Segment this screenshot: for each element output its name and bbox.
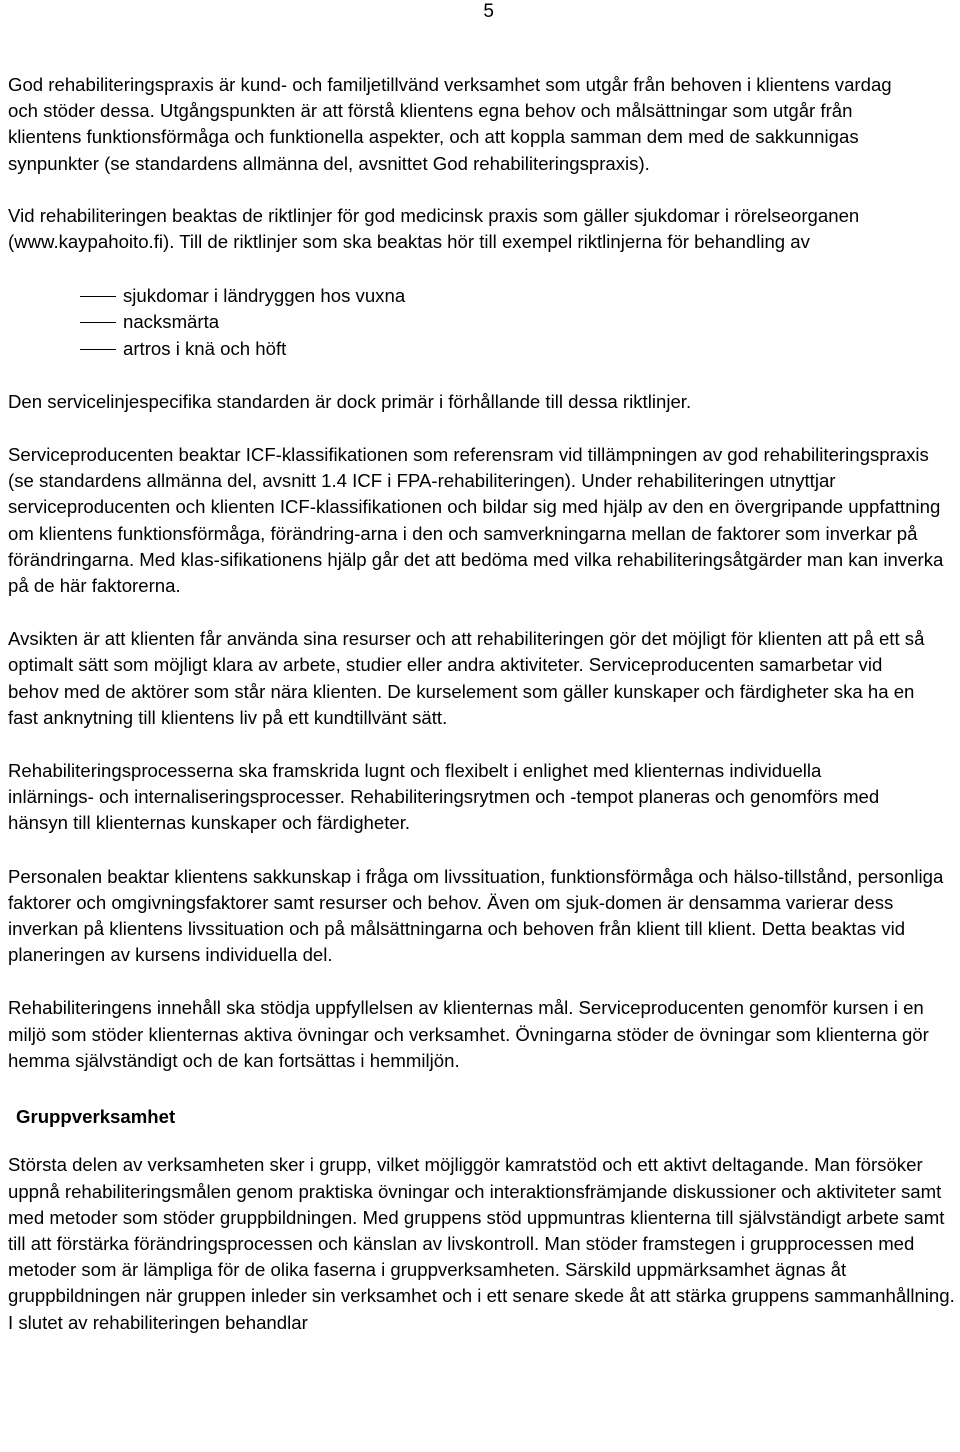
- list-item: sjukdomar i ländryggen hos vuxna: [8, 283, 956, 309]
- paragraph-guidelines: Vid rehabiliteringen beaktas de riktlinjer för god medicinsk praxis som gäller sjukdomar i rörelseorganen (www.kaypahoito.fi). Till de riktlinjer som ska beaktas hör till exempel riktlinjerna för behandling av: [8, 204, 860, 253]
- dash-bullet-icon: [80, 349, 116, 350]
- page-number: 5: [483, 1, 494, 22]
- paragraph-icf: Serviceproducenten beaktar ICF-klassifikationen som referensram vid tillämpningen av god rehabiliteringspraxis (se standardens allmänna del, avsnitt 1.4 ICF i FPA-rehabiliteringen). Under rehabiliteringen utnyttjar serviceproducenten och klienten ICF-klassifikationen och bildar sig med hjälp av den en övergripande uppfattning om klientens funktionsförmåga, förändring-arna i den och samverkningarna mellan de faktorer som inverkar på förändringarna. Med klas-sifikationens hjälp går det att bedöma med vilka rehabiliteringsåtgärder man kan inverka på de här faktorerna.: [8, 444, 944, 597]
- paragraph-intro: God rehabiliteringspraxis är kund- och familjetillvänd verksamhet som utgår från behoven i klientens vardag och stöder dessa. Utgångspunkten är att förstå klientens egna behov och målsättningar som utgår från klientens funktionsförmåga och funktionella aspekter, och att koppla samman dem med de sakkunnigas synpunkter (se standardens allmänna del, avsnittet God rehabiliteringspraxis).: [8, 74, 892, 174]
- list-item: artros i knä och höft: [8, 336, 956, 362]
- paragraph-group-activity: Största delen av verksamheten sker i grupp, vilket möjliggör kamratstöd och ett aktivt deltagande. Man försöker uppnå rehabiliteringsmålen genom praktiska övningar och interaktionsfrämjande diskussioner och aktiviteter samt med metoder som stöder gruppbildningen. Med gruppens stöd uppmuntras klienterna till självständigt arbete samt till att förstärka förändringsprocessen och känslan av livskontroll. Man stöder framstegen i grupprocessen med metoder som är lämpliga för de olika faserna i gruppverksamheten. Särskild uppmärksamhet ägnas åt gruppbildningen när gruppen inleder sin verksamhet och i ett senare skede åt att stärka gruppens sammanhållning. I slutet av rehabiliteringen behandlar: [8, 1154, 955, 1333]
- section-heading: Gruppverksamhet: [16, 1106, 176, 1128]
- paragraph-staff: Personalen beaktar klientens sakkunskap i fråga om livssituation, funktionsförmåga och hälso-tillstånd, personliga faktorer och omgivningsfaktorer samt resurser och behov. Även om sjuk-domen är densamma varierar dess inverkan på klientens livssituation och på målsättningarna och behoven från klient till klient. Detta beaktas vid planeringen av kursens individuella del.: [8, 865, 944, 966]
- guideline-list: [8, 283, 956, 362]
- dash-bullet-icon: [80, 296, 116, 297]
- document-body: [8, 72, 956, 1336]
- paragraph-primary-standard: Den servicelinjespecifika standarden är dock primär i förhållande till dessa riktlinjer.: [8, 390, 692, 412]
- dash-bullet-icon: [80, 322, 116, 323]
- paragraph-purpose: Avsikten är att klienten får använda sina resurser och att rehabiliteringen gör det möjligt för klienten att på ett så optimalt sätt som möjligt klara av arbete, studier eller andra aktiviteter. Serviceproducenten samarbetar vid behov med de aktörer som står nära klienten. De kurselement som gäller kunskaper och färdigheter ska ha en fast anknytning till klientens liv på ett kundtillvänt sätt.: [8, 628, 925, 728]
- paragraph-content: Rehabiliteringens innehåll ska stödja uppfyllelsen av klienternas mål. Serviceproducenten genomför kursen i en miljö som stöder klienternas aktiva övningar och verksamhet. Övningarna stöder de övningar som klienterna gör hemma självständigt och de kan fortsättas i hemmiljön.: [8, 997, 929, 1071]
- paragraph-process: Rehabiliteringsprocesserna ska framskrida lugnt och flexibelt i enlighet med klienternas individuella inlärnings- och internaliseringsprocesser. Rehabiliteringsrytmen och -tempot planeras och genomförs med hänsyn till klienternas kunskaper och färdigheter.: [8, 760, 880, 834]
- list-item: nacksmärta: [8, 309, 956, 335]
